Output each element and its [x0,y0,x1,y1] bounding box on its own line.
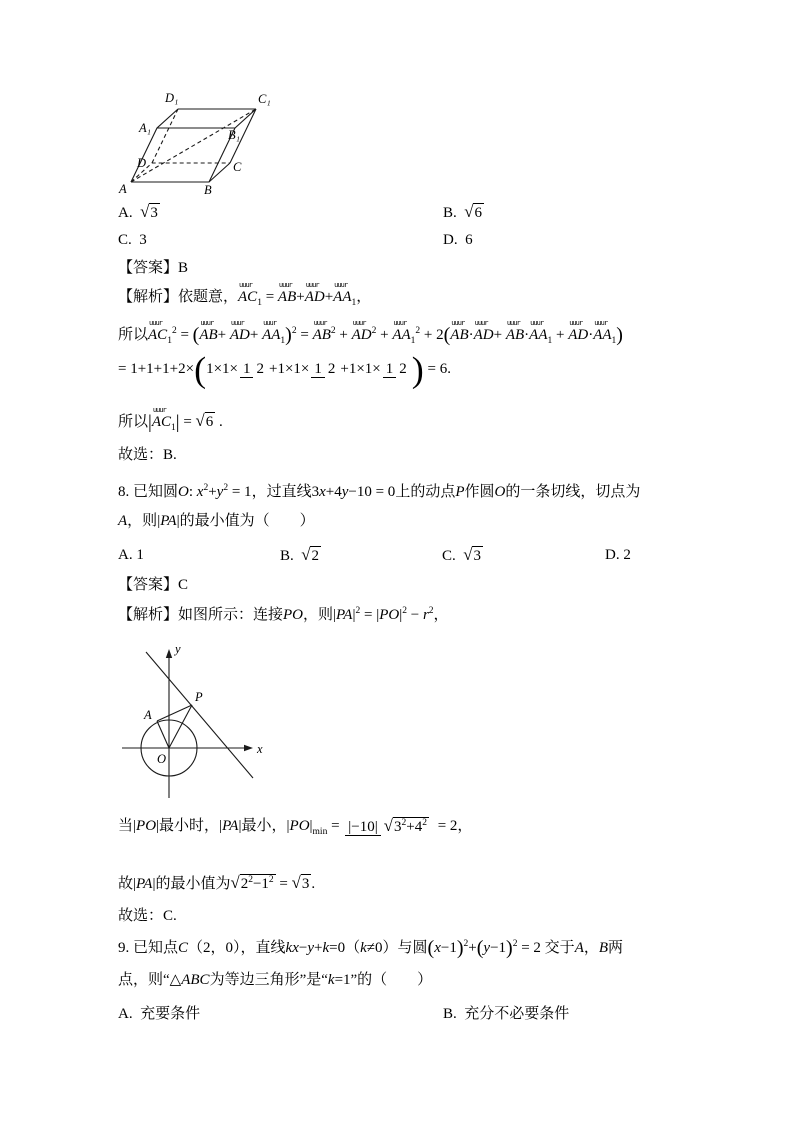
q7-explanation-line-1: 【解析】依题意， uuur $AC_1$ = uuur AB+ uuur AD+ uuur $AA_1$， [118,281,372,308]
q7-explanation-line-3: = 1+1+1+2×(1×1× 1 2 +1×1× 1 2 +1×1× 1 2 ) = 6. [118,349,451,390]
square-root: $√2^2-1^2$ [230,873,274,892]
q8-option-d: D. 2 [605,547,631,563]
tangent-point-label: A [144,708,152,722]
vector-arrow-notation: uuur $AC_1$ [151,406,176,433]
q8-answer: 【答案】C [118,577,189,593]
vector-arrow-notation: uuur AD [304,281,325,305]
q9-option-b: B. 充分不必要条件 [443,1006,570,1022]
origin-label: O [157,752,167,766]
vertex-label: A [119,182,127,196]
vector-arrow-notation: uuur AD [351,319,372,343]
axis-label-y: y [175,642,181,656]
vertex-label: B₁ [228,128,240,142]
q8-stem-line-1: 8. 已知圆O: $x^2+y^2 = 1$，过直线3x+4y−10 = 0上的动点P作圆O的一条切线，切点为 [118,483,641,500]
vector-arrow-notation: uuur $AA_1$ [333,281,357,308]
vector-arrow-notation: uuur AB [277,281,297,305]
fraction: 1 2 [383,361,410,377]
square-root: √3 [291,873,310,892]
square-root: √3 [140,202,158,221]
vertex-label: C₁ [258,92,271,106]
q8-option-b: B. √2 [280,545,319,564]
fraction: |−10| $√3^2+4^2$ [345,819,432,835]
q8-option-a: A. 1 [118,547,144,563]
vector-arrow-notation: uuur $AA_1$ [262,319,286,346]
vertex-label: D₁ [165,91,179,105]
axis-label-x: x [257,742,263,756]
figure-strokes [122,652,253,798]
fraction: 1 2 [240,361,267,377]
q7-option-c: C. 3 [118,232,147,248]
square-root: √6 [464,202,482,221]
q8-explanation-line-1: 【解析】如图所示：连接PO，则$|PA|^2 = |PO|^2 - r^2$， [118,606,449,623]
q8-explanation-line-3: 故|PA|的最小值为$√2^2-1^2 = √3$ . [118,873,316,892]
fraction: 1 2 [311,361,338,377]
vector-arrow-notation: uuur AB [450,319,469,343]
vector-arrow-notation: uuur $AA_1$ [593,319,617,346]
q7-option-a: A. √3 [118,202,158,221]
q9-stem-line-2: 点，则“△ABC为等边三角形”是“k=1”的（ ） [118,972,433,988]
vector-arrow-notation: uuur AD [473,319,494,343]
vector-arrow-notation: uuur AD [229,319,250,343]
q8-choose: 故选：C. [118,908,177,924]
vector-arrow-notation: uuur AB [505,319,525,343]
vector-arrow-notation: uuur $AC_1$ [148,319,172,346]
axis-arrowheads [166,649,253,751]
vertex-label: A₁ [139,121,151,135]
circle-tangent-figure [110,640,270,810]
vector-arrow-notation: uuur $AC_1$ [238,281,262,308]
vertex-label: C [233,160,242,174]
q7-explanation-line-2: 所以 uuur $AC_1^2$ = ( uuur AB+ uuur AD+ uuur $AA_1)^2$ = uuur $AB^2$ + uuur $AD^2$ + uuur $AA_1^2 + 2$( uuur AB· uuur AD+ uuur AB· uuur $AA_1$ + uuur AD· uuur $AA_1$) [118,319,623,346]
vector-arrow-notation: uuur $AA_1$ [392,319,416,346]
q7-explanation-line-4: 所以| uuur $AC_1| = √6$ . [118,406,223,433]
q8-explanation-line-2: 当|PO|最小时，|PA|最小，$|PO|_{min} = |-10|$ $√3^2+4^2 = 2$， [118,816,473,837]
vector-arrow-notation: uuur AB [312,319,331,343]
parallelepiped-figure [112,86,272,201]
parallelepiped-labels [118,91,271,197]
vertex-label: B [204,183,212,197]
vector-arrow-notation: uuur AD [568,319,589,343]
square-root: $√3^2+4^2$ [383,816,427,836]
q7-choose: 故选：B. [118,447,177,463]
square-root: √6 [195,411,214,430]
q7-answer: 【答案】B [118,260,189,276]
vector-arrow-notation: uuur $AA_1$ [529,319,553,346]
q7-option-b: B. √6 [443,202,482,221]
q9-stem-line-1: 9. 已知点C（2，0），直线kx−y+k=0（k≠0）与圆$(x-1)^2+(y-1)^2 = 2$ 交于A，B两 [118,937,624,959]
q9-option-a: A. 充要条件 [118,1006,201,1022]
vertex-label: D [137,156,147,170]
square-root: √3 [463,545,481,564]
q8-stem-line-2: A，则|PA|的最小值为（ ） [118,513,315,529]
square-root: √2 [301,545,319,564]
q7-option-d: D. 6 [443,232,473,248]
moving-point-label: P [195,690,203,704]
q8-option-c: C. √3 [442,545,481,564]
vector-arrow-notation: uuur AB [199,319,218,343]
